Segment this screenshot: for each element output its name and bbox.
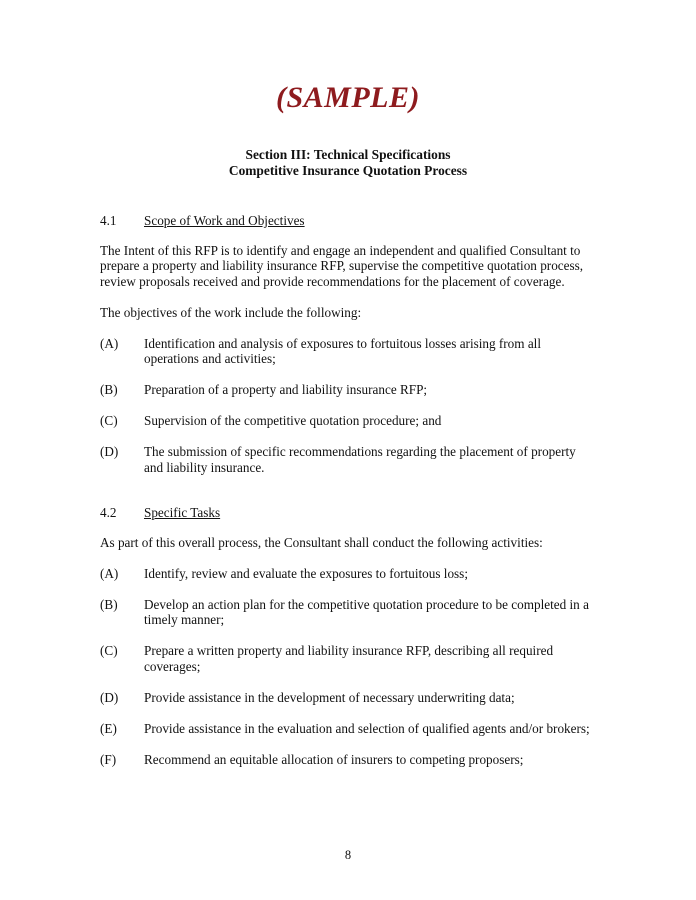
section-4-1-intro-paragraph: The Intent of this RFP is to identify and engage an independent and qualified Consultant to prepare a property and liability insurance RFP, supervise the competitive quotation process, review proposals received and provide recommendations for the placement of coverage.: [100, 242, 584, 289]
document-title-line2: Competitive Insurance Quotation Process: [228, 162, 468, 178]
list-item: [100, 413, 596, 429]
list-item-label: (B): [100, 596, 118, 612]
list-item-text: Provide assistance in the development of necessary underwriting data;: [144, 689, 515, 705]
list-item: [100, 336, 596, 367]
list-item: [100, 597, 596, 628]
section-4-1-heading: [100, 213, 596, 229]
section-4-2-number: 4.2: [100, 505, 117, 520]
section-4-1-title: Scope of Work and Objectives: [144, 213, 305, 228]
list-item-text: Prepare a written property and liability insurance RFP, describing all required coverages;: [144, 643, 554, 674]
section-4-2-heading: [100, 505, 596, 521]
document-title: [100, 147, 596, 178]
section-4-2-title: Specific Tasks: [144, 505, 221, 520]
list-item-label: (F): [100, 751, 117, 767]
list-item-text: Preparation of a property and liability insurance RFP;: [144, 382, 428, 397]
list-item: [100, 721, 596, 737]
list-item: [100, 444, 596, 475]
list-item-text: Supervision of the competitive quotation procedure; and: [144, 413, 442, 428]
list-item: [100, 690, 596, 706]
list-item-label: (B): [100, 382, 118, 397]
list-item: [100, 752, 596, 768]
list-item-text: Identification and analysis of exposures to fortuitous losses arising from all operations and activities;: [144, 335, 542, 366]
list-item-text: Identify, review and evaluate the exposures to fortuitous loss;: [144, 565, 468, 581]
list-item-label: (A): [100, 565, 119, 581]
list-item-label: (C): [100, 413, 118, 428]
list-item-label: (D): [100, 444, 119, 459]
list-item-label: (C): [100, 643, 118, 658]
list-item-text: Provide assistance in the evaluation and selection of qualified agents and/or brokers;: [144, 720, 590, 736]
list-item-text: The submission of specific recommendations regarding the placement of property and liability insurance.: [144, 444, 576, 475]
page-number: 8: [344, 847, 352, 862]
list-item-text: Develop an action plan for the competitive quotation procedure to be completed in a timely manner;: [144, 596, 589, 627]
list-item-text: Recommend an equitable allocation of insurers to competing proposers;: [144, 751, 524, 767]
sample-watermark: (SAMPLE): [275, 81, 420, 114]
list-item-label: (E): [100, 720, 117, 736]
section-4-1-objectives-lead: The objectives of the work include the following:: [100, 304, 362, 320]
document-title-line1: Section III: Technical Specifications: [245, 147, 451, 162]
list-item-label: (D): [100, 689, 119, 705]
list-item-label: (A): [100, 335, 119, 351]
section-4-2-intro-paragraph: As part of this overall process, the Consultant shall conduct the following activities:: [100, 534, 543, 550]
list-item: [100, 566, 596, 582]
list-item: [100, 643, 596, 674]
list-item: [100, 382, 596, 398]
section-4-1-number: 4.1: [100, 213, 117, 228]
